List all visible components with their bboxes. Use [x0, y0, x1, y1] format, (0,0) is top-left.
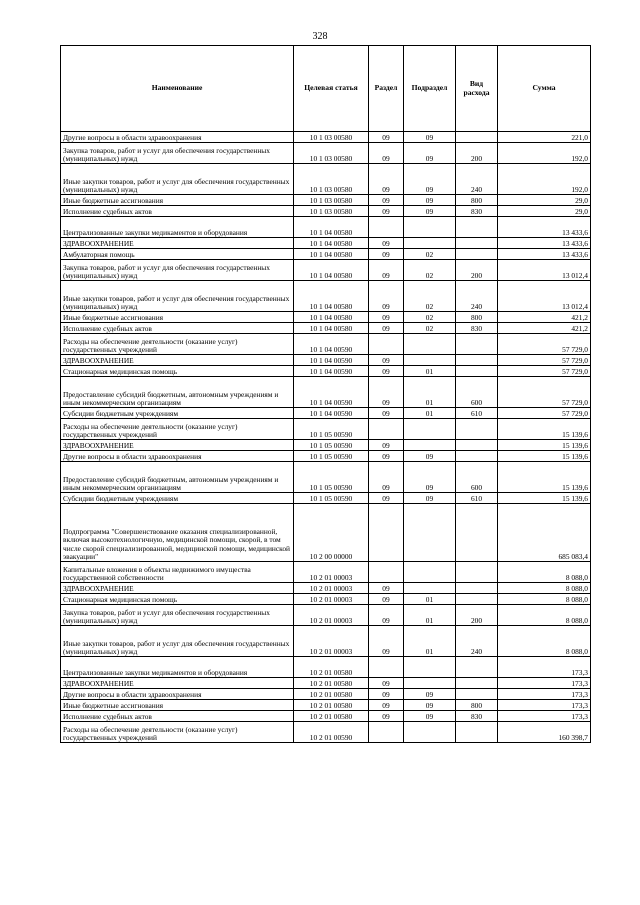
cell-summa: 13 433,6 [498, 217, 591, 238]
cell-name: Иные бюджетные ассигнования [61, 312, 294, 323]
cell-summa: 57 729,0 [498, 377, 591, 408]
cell-summa: 15 139,6 [498, 451, 591, 462]
cell-razdel: 09 [369, 451, 404, 462]
cell-razdel: 09 [369, 408, 404, 419]
cell-name: ЗДРАВООХРАНЕНИЕ [61, 355, 294, 366]
cell-vid [456, 366, 498, 377]
cell-code: 10 1 04 00580 [294, 217, 369, 238]
cell-name: Исполнение судебных актов [61, 323, 294, 334]
cell-razdel: 09 [369, 281, 404, 312]
header-podrazdel: Подраздел [404, 46, 456, 132]
cell-code: 10 1 04 00580 [294, 323, 369, 334]
cell-vid [456, 440, 498, 451]
table-row [61, 238, 591, 249]
table-row [61, 355, 591, 366]
cell-code: 10 2 00 00000 [294, 504, 369, 562]
cell-razdel: 09 [369, 626, 404, 657]
table-row [61, 260, 591, 281]
cell-name: Иные закупки товаров, работ и услуг для обеспечения государственных (муниципальных) нужд [61, 164, 294, 195]
cell-razdel: 09 [369, 594, 404, 605]
cell-summa: 8 088,0 [498, 626, 591, 657]
cell-podrazdel: 02 [404, 249, 456, 260]
cell-summa: 192,0 [498, 164, 591, 195]
cell-vid: 800 [456, 700, 498, 711]
table-row [61, 440, 591, 451]
cell-podrazdel: 09 [404, 462, 456, 493]
cell-summa: 13 012,4 [498, 281, 591, 312]
cell-summa: 57 729,0 [498, 366, 591, 377]
cell-name: Исполнение судебных актов [61, 711, 294, 722]
cell-razdel [369, 334, 404, 355]
cell-name: Иные закупки товаров, работ и услуг для обеспечения государственных (муниципальных) нужд [61, 626, 294, 657]
cell-vid: 830 [456, 206, 498, 217]
cell-razdel: 09 [369, 164, 404, 195]
cell-code: 10 1 04 00590 [294, 334, 369, 355]
cell-podrazdel [404, 355, 456, 366]
cell-vid [456, 132, 498, 143]
cell-podrazdel [404, 419, 456, 440]
cell-razdel [369, 562, 404, 583]
cell-summa: 173,3 [498, 678, 591, 689]
cell-code: 10 1 03 00580 [294, 132, 369, 143]
cell-podrazdel [404, 334, 456, 355]
cell-razdel: 09 [369, 238, 404, 249]
cell-razdel: 09 [369, 323, 404, 334]
table-row [61, 678, 591, 689]
cell-vid: 800 [456, 195, 498, 206]
cell-name: Расходы на обеспечение деятельности (оказание услуг) государственных учреждений [61, 722, 294, 743]
cell-summa: 173,3 [498, 657, 591, 678]
cell-razdel: 09 [369, 462, 404, 493]
cell-code: 10 2 01 00003 [294, 583, 369, 594]
cell-vid [456, 217, 498, 238]
cell-razdel: 09 [369, 143, 404, 164]
cell-razdel: 09 [369, 355, 404, 366]
cell-vid [456, 722, 498, 743]
table-row [61, 217, 591, 238]
cell-podrazdel: 02 [404, 323, 456, 334]
cell-razdel: 09 [369, 700, 404, 711]
cell-code: 10 2 01 00003 [294, 605, 369, 626]
table-row [61, 377, 591, 408]
cell-code: 10 1 03 00580 [294, 164, 369, 195]
cell-code: 10 2 01 00580 [294, 700, 369, 711]
table-row [61, 700, 591, 711]
cell-podrazdel: 09 [404, 700, 456, 711]
cell-code: 10 1 05 00590 [294, 419, 369, 440]
cell-razdel: 09 [369, 195, 404, 206]
cell-podrazdel [404, 562, 456, 583]
cell-vid [456, 562, 498, 583]
cell-code: 10 1 03 00580 [294, 195, 369, 206]
table-row [61, 132, 591, 143]
table-body [61, 132, 591, 743]
table-row [61, 626, 591, 657]
cell-podrazdel: 01 [404, 366, 456, 377]
table-row [61, 451, 591, 462]
cell-name: Стационарная медицинская помощь [61, 366, 294, 377]
cell-code: 10 2 01 00580 [294, 657, 369, 678]
cell-code: 10 2 01 00580 [294, 678, 369, 689]
cell-vid: 200 [456, 143, 498, 164]
cell-razdel [369, 722, 404, 743]
cell-podrazdel [404, 657, 456, 678]
cell-summa: 13 012,4 [498, 260, 591, 281]
cell-code: 10 1 04 00580 [294, 281, 369, 312]
cell-code: 10 2 01 00580 [294, 711, 369, 722]
cell-summa: 173,3 [498, 711, 591, 722]
cell-vid [456, 583, 498, 594]
table-row [61, 504, 591, 562]
cell-name: ЗДРАВООХРАНЕНИЕ [61, 583, 294, 594]
cell-summa: 15 139,6 [498, 462, 591, 493]
cell-name: Закупка товаров, работ и услуг для обеспечения государственных (муниципальных) нужд [61, 260, 294, 281]
table-row [61, 562, 591, 583]
cell-podrazdel [404, 583, 456, 594]
cell-podrazdel: 09 [404, 195, 456, 206]
header-vid: Вид расхода [456, 46, 498, 132]
cell-vid [456, 249, 498, 260]
table-row [61, 143, 591, 164]
cell-name: Закупка товаров, работ и услуг для обеспечения государственных (муниципальных) нужд [61, 143, 294, 164]
header-name: Наименование [61, 46, 294, 132]
cell-name: Иные бюджетные ассигнования [61, 700, 294, 711]
cell-podrazdel: 09 [404, 451, 456, 462]
cell-code: 10 1 05 00590 [294, 493, 369, 504]
cell-code: 10 1 05 00590 [294, 440, 369, 451]
cell-razdel [369, 657, 404, 678]
cell-podrazdel: 09 [404, 143, 456, 164]
cell-name: Субсидии бюджетным учреждениям [61, 408, 294, 419]
cell-summa: 8 088,0 [498, 562, 591, 583]
page-number: 328 [312, 31, 328, 42]
cell-podrazdel [404, 238, 456, 249]
cell-summa: 57 729,0 [498, 408, 591, 419]
cell-razdel: 09 [369, 583, 404, 594]
cell-summa: 57 729,0 [498, 355, 591, 366]
cell-name: Другие вопросы в области здравоохранения [61, 451, 294, 462]
cell-razdel [369, 504, 404, 562]
cell-podrazdel: 02 [404, 312, 456, 323]
cell-razdel: 09 [369, 711, 404, 722]
cell-vid: 800 [456, 312, 498, 323]
table-row [61, 195, 591, 206]
cell-podrazdel: 09 [404, 132, 456, 143]
table-row [61, 323, 591, 334]
cell-summa: 685 083,4 [498, 504, 591, 562]
cell-razdel: 09 [369, 605, 404, 626]
cell-podrazdel: 01 [404, 605, 456, 626]
cell-razdel: 09 [369, 206, 404, 217]
cell-name: Предоставление субсидий бюджетным, автономным учреждениям и иным некоммерческим организациям [61, 377, 294, 408]
cell-vid: 830 [456, 323, 498, 334]
table-row [61, 281, 591, 312]
cell-razdel: 09 [369, 260, 404, 281]
cell-summa: 57 729,0 [498, 334, 591, 355]
cell-vid: 240 [456, 626, 498, 657]
cell-podrazdel: 01 [404, 377, 456, 408]
table-row [61, 366, 591, 377]
cell-name: Централизованные закупки медикаментов и оборудования [61, 657, 294, 678]
table-row [61, 312, 591, 323]
cell-podrazdel: 09 [404, 711, 456, 722]
cell-name: Другие вопросы в области здравоохранения [61, 132, 294, 143]
cell-podrazdel: 02 [404, 281, 456, 312]
cell-name: Иные бюджетные ассигнования [61, 195, 294, 206]
cell-podrazdel: 01 [404, 626, 456, 657]
cell-code: 10 1 04 00580 [294, 249, 369, 260]
table-row [61, 605, 591, 626]
cell-summa: 8 088,0 [498, 594, 591, 605]
cell-name: Амбулаторная помощь [61, 249, 294, 260]
cell-code: 10 2 01 00003 [294, 594, 369, 605]
cell-summa: 15 139,6 [498, 493, 591, 504]
cell-summa: 29,0 [498, 206, 591, 217]
cell-razdel: 09 [369, 249, 404, 260]
cell-name: Капитальные вложения в объекты недвижимого имущества государственной собственности [61, 562, 294, 583]
table-row [61, 711, 591, 722]
table-row [61, 249, 591, 260]
cell-code: 10 2 01 00590 [294, 722, 369, 743]
cell-podrazdel: 02 [404, 260, 456, 281]
cell-razdel: 09 [369, 132, 404, 143]
cell-code: 10 2 01 00003 [294, 562, 369, 583]
cell-name: Исполнение судебных актов [61, 206, 294, 217]
cell-razdel [369, 217, 404, 238]
cell-code: 10 1 03 00580 [294, 143, 369, 164]
cell-razdel: 09 [369, 689, 404, 700]
cell-name: Предоставление субсидий бюджетным, автономным учреждениям и иным некоммерческим организациям [61, 462, 294, 493]
table-row [61, 657, 591, 678]
cell-code: 10 2 01 00003 [294, 626, 369, 657]
cell-vid [456, 419, 498, 440]
table-row [61, 493, 591, 504]
cell-vid [456, 594, 498, 605]
cell-podrazdel: 09 [404, 689, 456, 700]
cell-code: 10 1 03 00580 [294, 206, 369, 217]
cell-vid [456, 689, 498, 700]
table-row [61, 583, 591, 594]
cell-code: 10 1 04 00580 [294, 260, 369, 281]
cell-vid [456, 334, 498, 355]
cell-razdel: 09 [369, 493, 404, 504]
cell-podrazdel [404, 722, 456, 743]
header-code: Целевая статья [294, 46, 369, 132]
cell-razdel: 09 [369, 377, 404, 408]
cell-code: 10 1 04 00590 [294, 377, 369, 408]
cell-summa: 29,0 [498, 195, 591, 206]
cell-summa: 13 433,6 [498, 249, 591, 260]
header-summa: Сумма [498, 46, 591, 132]
cell-razdel: 09 [369, 366, 404, 377]
cell-podrazdel: 01 [404, 594, 456, 605]
cell-podrazdel [404, 440, 456, 451]
cell-summa: 192,0 [498, 143, 591, 164]
table-row [61, 722, 591, 743]
cell-summa: 15 139,6 [498, 419, 591, 440]
cell-code: 10 1 05 00590 [294, 462, 369, 493]
cell-summa: 8 088,0 [498, 605, 591, 626]
table-row [61, 408, 591, 419]
cell-name: Иные закупки товаров, работ и услуг для обеспечения государственных (муниципальных) нужд [61, 281, 294, 312]
cell-razdel [369, 419, 404, 440]
table-header-row [61, 46, 591, 132]
cell-summa: 421,2 [498, 323, 591, 334]
cell-vid: 830 [456, 711, 498, 722]
table-row [61, 689, 591, 700]
cell-name: Централизованные закупки медикаментов и оборудования [61, 217, 294, 238]
cell-summa: 8 088,0 [498, 583, 591, 594]
cell-vid [456, 451, 498, 462]
cell-summa: 160 398,7 [498, 722, 591, 743]
cell-code: 10 1 05 00590 [294, 451, 369, 462]
cell-podrazdel: 09 [404, 493, 456, 504]
cell-razdel: 09 [369, 678, 404, 689]
cell-podrazdel: 01 [404, 408, 456, 419]
cell-code: 10 1 04 00580 [294, 312, 369, 323]
cell-razdel: 09 [369, 440, 404, 451]
cell-podrazdel [404, 504, 456, 562]
cell-summa: 13 433,6 [498, 238, 591, 249]
cell-code: 10 1 04 00590 [294, 408, 369, 419]
cell-vid: 600 [456, 462, 498, 493]
cell-name: Закупка товаров, работ и услуг для обеспечения государственных (муниципальных) нужд [61, 605, 294, 626]
cell-summa: 421,2 [498, 312, 591, 323]
table-row [61, 594, 591, 605]
cell-vid: 610 [456, 493, 498, 504]
cell-vid [456, 678, 498, 689]
cell-code: 10 1 04 00590 [294, 366, 369, 377]
table-row [61, 462, 591, 493]
cell-name: Расходы на обеспечение деятельности (оказание услуг) государственных учреждений [61, 334, 294, 355]
cell-vid [456, 238, 498, 249]
table-row [61, 164, 591, 195]
cell-name: Субсидии бюджетным учреждениям [61, 493, 294, 504]
cell-name: ЗДРАВООХРАНЕНИЕ [61, 238, 294, 249]
cell-podrazdel: 09 [404, 206, 456, 217]
cell-vid: 600 [456, 377, 498, 408]
cell-podrazdel [404, 217, 456, 238]
cell-vid [456, 355, 498, 366]
cell-razdel: 09 [369, 312, 404, 323]
cell-vid: 240 [456, 164, 498, 195]
cell-summa: 173,3 [498, 689, 591, 700]
table-row [61, 206, 591, 217]
cell-vid [456, 504, 498, 562]
cell-code: 10 1 04 00580 [294, 238, 369, 249]
cell-summa: 15 139,6 [498, 440, 591, 451]
cell-code: 10 1 04 00590 [294, 355, 369, 366]
cell-vid: 610 [456, 408, 498, 419]
cell-code: 10 2 01 00580 [294, 689, 369, 700]
cell-name: Другие вопросы в области здравоохранения [61, 689, 294, 700]
cell-vid: 240 [456, 281, 498, 312]
table-row [61, 334, 591, 355]
cell-name: ЗДРАВООХРАНЕНИЕ [61, 678, 294, 689]
budget-table [60, 45, 591, 743]
cell-podrazdel: 09 [404, 164, 456, 195]
cell-name: Стационарная медицинская помощь [61, 594, 294, 605]
cell-summa: 221,0 [498, 132, 591, 143]
cell-podrazdel [404, 678, 456, 689]
cell-summa: 173,3 [498, 700, 591, 711]
cell-vid: 200 [456, 605, 498, 626]
cell-vid [456, 657, 498, 678]
cell-name: Подпрограмма "Совершенствование оказания специализированной, включая высокотехнологичную, медицинской помощи, скорой, в том числе скорой специализированной, медицинской помощи, медицинской эвакуации" [61, 504, 294, 562]
cell-name: Расходы на обеспечение деятельности (оказание услуг) государственных учреждений [61, 419, 294, 440]
table-row [61, 419, 591, 440]
header-razdel: Раздел [369, 46, 404, 132]
cell-name: ЗДРАВООХРАНЕНИЕ [61, 440, 294, 451]
cell-vid: 200 [456, 260, 498, 281]
